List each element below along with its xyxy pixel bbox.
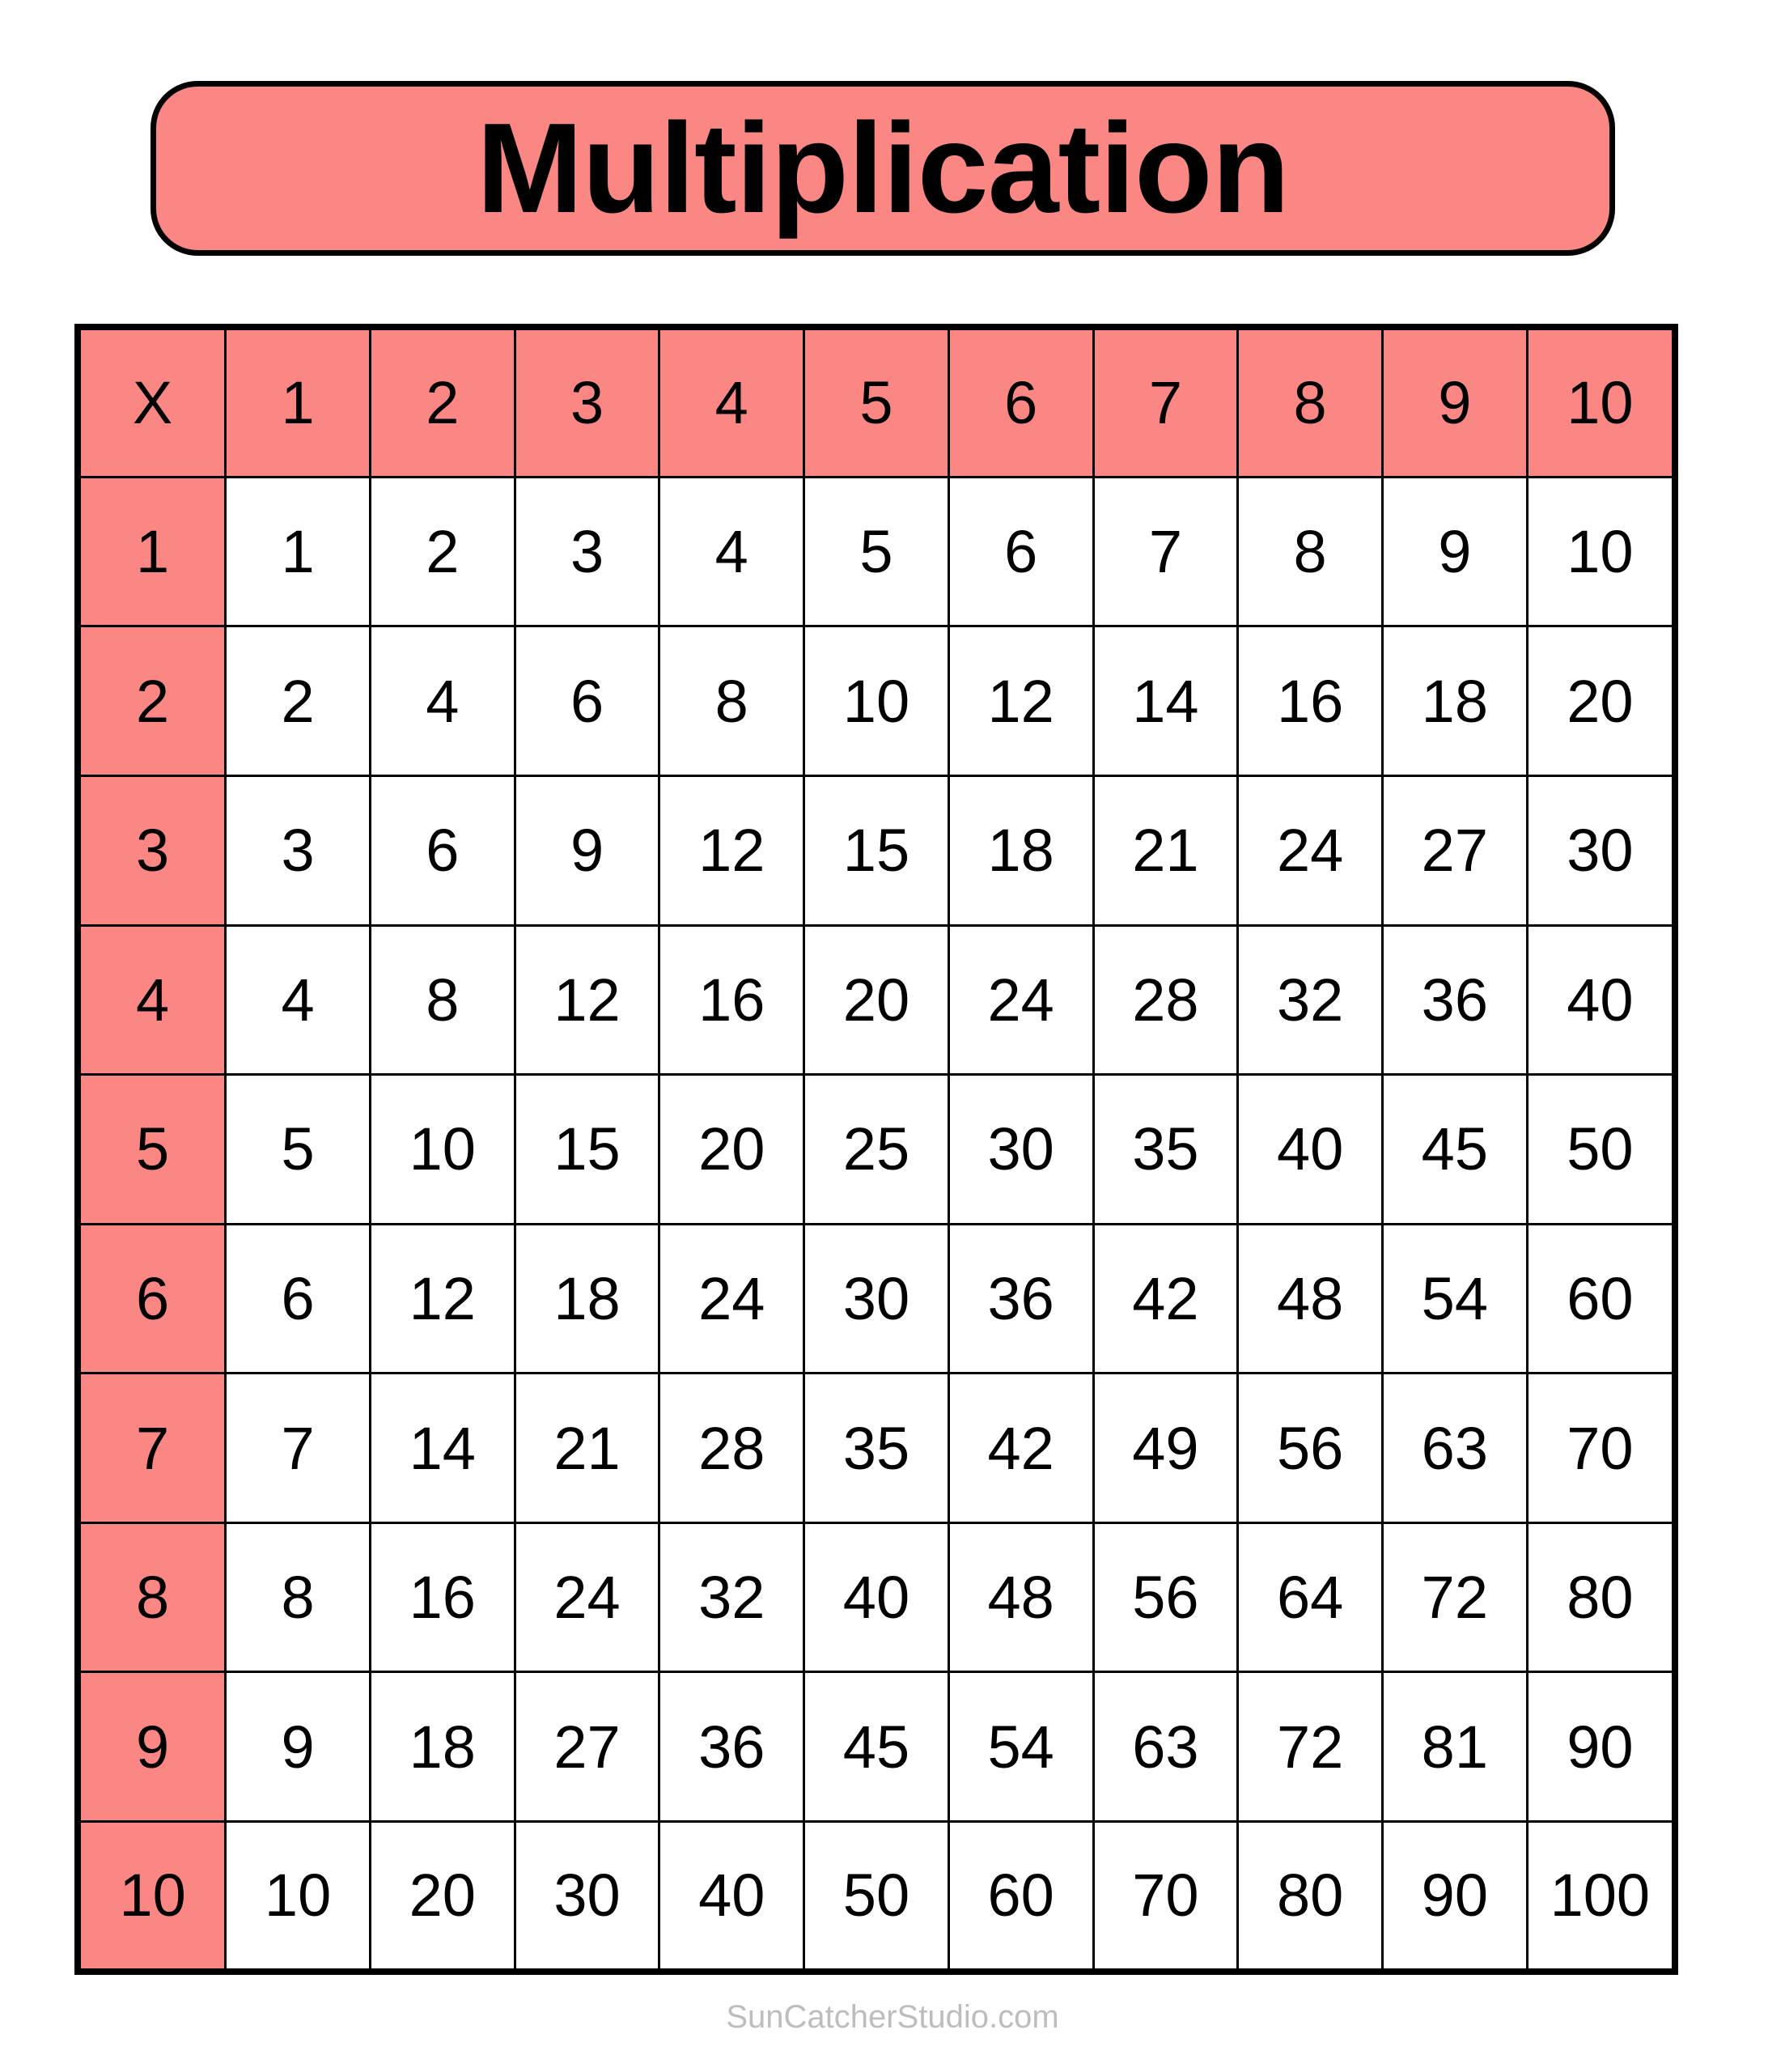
table-cell: 16 xyxy=(1238,626,1383,776)
table-cell: 20 xyxy=(370,1821,515,1968)
table-body xyxy=(81,330,1672,1968)
row-header: 9 xyxy=(81,1672,226,1822)
table-row xyxy=(81,1374,1672,1523)
table-cell: 10 xyxy=(804,626,949,776)
table-cell: 5 xyxy=(226,1075,371,1225)
table-cell: 48 xyxy=(1238,1224,1383,1374)
table-cell: 16 xyxy=(659,925,804,1075)
column-header: 5 xyxy=(804,330,949,477)
table-cell: 6 xyxy=(948,477,1093,626)
table-cell: 42 xyxy=(948,1374,1093,1523)
table-cell: 80 xyxy=(1527,1522,1672,1672)
table-cell: 20 xyxy=(1527,626,1672,776)
table-cell: 8 xyxy=(659,626,804,776)
row-header: 1 xyxy=(81,477,226,626)
table-cell: 70 xyxy=(1093,1821,1238,1968)
table-cell: 9 xyxy=(515,776,659,926)
table-cell: 3 xyxy=(515,477,659,626)
column-header: 7 xyxy=(1093,330,1238,477)
table-cell: 28 xyxy=(659,1374,804,1523)
table-cell: 30 xyxy=(1527,776,1672,926)
column-header: 10 xyxy=(1527,330,1672,477)
table-cell: 80 xyxy=(1238,1821,1383,1968)
multiplication-table xyxy=(81,330,1672,1968)
table-cell: 2 xyxy=(226,626,371,776)
table-cell: 100 xyxy=(1527,1821,1672,1968)
table-cell: 30 xyxy=(804,1224,949,1374)
table-cell: 6 xyxy=(370,776,515,926)
table-cell: 40 xyxy=(659,1821,804,1968)
column-header: 6 xyxy=(948,330,1093,477)
table-cell: 9 xyxy=(226,1672,371,1822)
table-cell: 12 xyxy=(515,925,659,1075)
table-cell: 10 xyxy=(1527,477,1672,626)
table-cell: 4 xyxy=(226,925,371,1075)
table-cell: 70 xyxy=(1527,1374,1672,1523)
table-cell: 12 xyxy=(659,776,804,926)
table-cell: 45 xyxy=(804,1672,949,1822)
table-cell: 8 xyxy=(1238,477,1383,626)
table-cell: 5 xyxy=(804,477,949,626)
table-cell: 10 xyxy=(370,1075,515,1225)
table-cell: 7 xyxy=(1093,477,1238,626)
table-row xyxy=(81,925,1672,1075)
table-cell: 4 xyxy=(659,477,804,626)
table-cell: 40 xyxy=(1527,925,1672,1075)
table-cell: 60 xyxy=(948,1821,1093,1968)
row-header: 5 xyxy=(81,1075,226,1225)
table-cell: 18 xyxy=(370,1672,515,1822)
table-cell: 14 xyxy=(370,1374,515,1523)
table-cell: 40 xyxy=(804,1522,949,1672)
table-cell: 8 xyxy=(226,1522,371,1672)
table-cell: 16 xyxy=(370,1522,515,1672)
table-cell: 28 xyxy=(1093,925,1238,1075)
table-cell: 20 xyxy=(804,925,949,1075)
table-cell: 24 xyxy=(515,1522,659,1672)
table-cell: 18 xyxy=(1382,626,1527,776)
table-cell: 64 xyxy=(1238,1522,1383,1672)
table-cell: 72 xyxy=(1238,1672,1383,1822)
row-header: 4 xyxy=(81,925,226,1075)
table-row xyxy=(81,626,1672,776)
table-cell: 42 xyxy=(1093,1224,1238,1374)
table-cell: 21 xyxy=(515,1374,659,1523)
table-cell: 18 xyxy=(948,776,1093,926)
table-cell: 30 xyxy=(948,1075,1093,1225)
table-cell: 3 xyxy=(226,776,371,926)
table-header-row xyxy=(81,330,1672,477)
table-cell: 9 xyxy=(1382,477,1527,626)
row-header: 3 xyxy=(81,776,226,926)
table-cell: 49 xyxy=(1093,1374,1238,1523)
table-cell: 6 xyxy=(515,626,659,776)
table-cell: 63 xyxy=(1382,1374,1527,1523)
table-cell: 12 xyxy=(370,1224,515,1374)
table-cell: 21 xyxy=(1093,776,1238,926)
table-cell: 6 xyxy=(226,1224,371,1374)
table-cell: 72 xyxy=(1382,1522,1527,1672)
column-header: 3 xyxy=(515,330,659,477)
table-cell: 10 xyxy=(226,1821,371,1968)
row-header: 8 xyxy=(81,1522,226,1672)
table-cell: 56 xyxy=(1238,1374,1383,1523)
table-cell: 4 xyxy=(370,626,515,776)
multiplication-grid xyxy=(74,324,1678,1975)
table-cell: 8 xyxy=(370,925,515,1075)
column-header: 9 xyxy=(1382,330,1527,477)
table-cell: 20 xyxy=(659,1075,804,1225)
column-header: 1 xyxy=(226,330,371,477)
table-row xyxy=(81,776,1672,926)
table-cell: 50 xyxy=(804,1821,949,1968)
table-cell: 45 xyxy=(1382,1075,1527,1225)
column-header: 4 xyxy=(659,330,804,477)
table-row xyxy=(81,1821,1672,1968)
table-cell: 12 xyxy=(948,626,1093,776)
table-cell: 24 xyxy=(1238,776,1383,926)
row-header: 6 xyxy=(81,1224,226,1374)
table-cell: 35 xyxy=(804,1374,949,1523)
column-header: 2 xyxy=(370,330,515,477)
corner-cell: X xyxy=(81,330,226,477)
table-row xyxy=(81,1522,1672,1672)
table-cell: 54 xyxy=(1382,1224,1527,1374)
table-cell: 18 xyxy=(515,1224,659,1374)
table-cell: 35 xyxy=(1093,1075,1238,1225)
table-cell: 90 xyxy=(1382,1821,1527,1968)
title-banner xyxy=(151,81,1615,256)
table-cell: 24 xyxy=(659,1224,804,1374)
table-cell: 2 xyxy=(370,477,515,626)
table-cell: 27 xyxy=(515,1672,659,1822)
footer-credit: SunCatcherStudio.com xyxy=(726,1999,1059,2035)
table-cell: 54 xyxy=(948,1672,1093,1822)
table-row xyxy=(81,1224,1672,1374)
table-cell: 32 xyxy=(1238,925,1383,1075)
table-cell: 15 xyxy=(804,776,949,926)
page-title: Multiplication xyxy=(476,97,1290,240)
table-cell: 81 xyxy=(1382,1672,1527,1822)
table-cell: 1 xyxy=(226,477,371,626)
table-cell: 27 xyxy=(1382,776,1527,926)
table-row xyxy=(81,1672,1672,1822)
table-cell: 60 xyxy=(1527,1224,1672,1374)
table-cell: 48 xyxy=(948,1522,1093,1672)
table-cell: 56 xyxy=(1093,1522,1238,1672)
table-cell: 30 xyxy=(515,1821,659,1968)
table-cell: 90 xyxy=(1527,1672,1672,1822)
table-row xyxy=(81,477,1672,626)
table-cell: 50 xyxy=(1527,1075,1672,1225)
column-header: 8 xyxy=(1238,330,1383,477)
table-cell: 36 xyxy=(659,1672,804,1822)
row-header: 7 xyxy=(81,1374,226,1523)
table-cell: 36 xyxy=(1382,925,1527,1075)
table-cell: 7 xyxy=(226,1374,371,1523)
table-cell: 63 xyxy=(1093,1672,1238,1822)
row-header: 10 xyxy=(81,1821,226,1968)
table-cell: 32 xyxy=(659,1522,804,1672)
table-cell: 36 xyxy=(948,1224,1093,1374)
table-cell: 15 xyxy=(515,1075,659,1225)
table-cell: 14 xyxy=(1093,626,1238,776)
table-cell: 40 xyxy=(1238,1075,1383,1225)
row-header: 2 xyxy=(81,626,226,776)
table-cell: 24 xyxy=(948,925,1093,1075)
table-row xyxy=(81,1075,1672,1225)
table-cell: 25 xyxy=(804,1075,949,1225)
